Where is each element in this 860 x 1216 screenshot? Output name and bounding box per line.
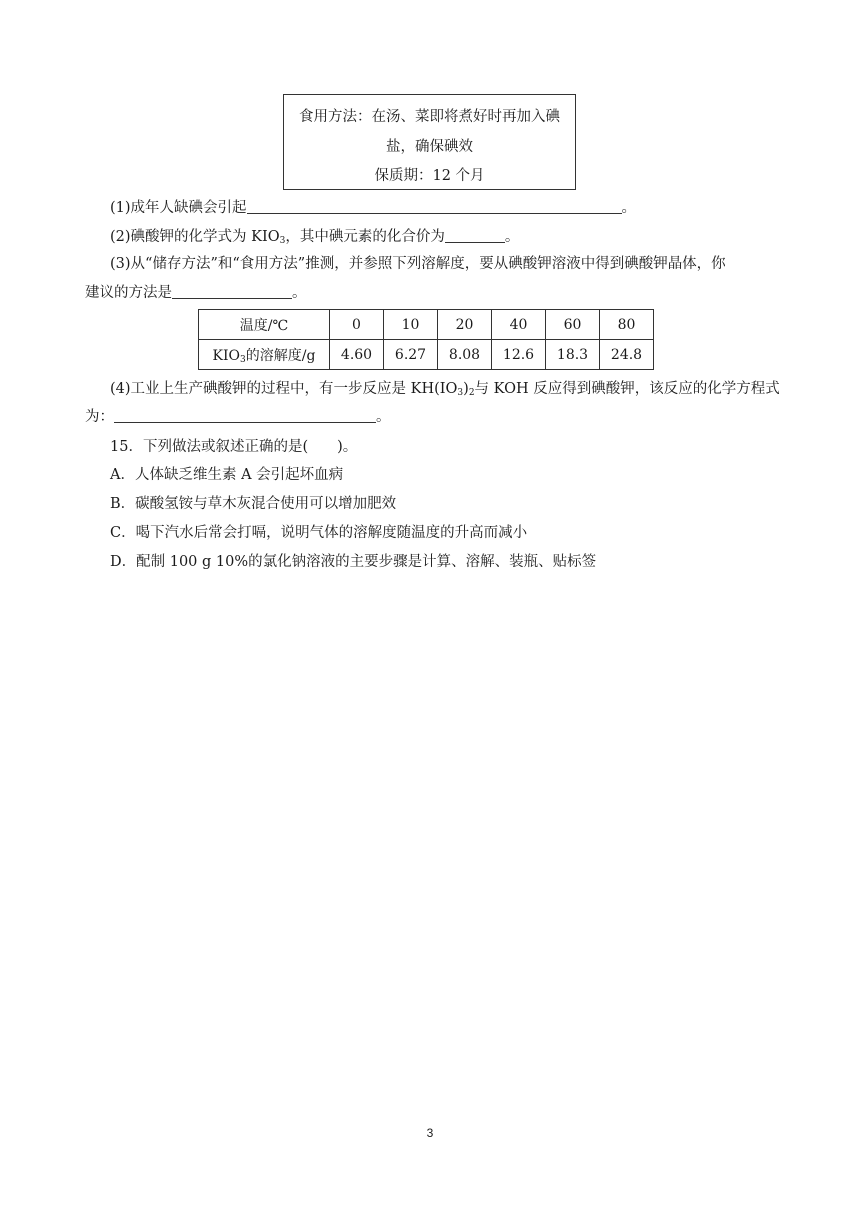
table-row-temperature bbox=[199, 310, 654, 340]
question-2-text-b: ，其中碘元素的化合价为 bbox=[285, 229, 445, 245]
table-cell: 20 bbox=[438, 310, 492, 340]
table-header-temperature: 温度/℃ bbox=[199, 310, 330, 340]
answer-blank-2 bbox=[445, 228, 505, 243]
question-1-end: 。 bbox=[621, 200, 637, 216]
question-3-line-1: (3)从“储存方法”和“食用方法”推测，并参照下列溶解度，要从碘酸钾溶液中得到碘酸钾晶体，你 bbox=[110, 256, 726, 272]
table-cell: 6.27 bbox=[384, 340, 438, 370]
table-cell: 24.8 bbox=[600, 340, 654, 370]
usage-line-2: 盐，确保碘效 bbox=[386, 139, 473, 155]
table-cell: 12.6 bbox=[492, 340, 546, 370]
question-3-line-2 bbox=[85, 281, 307, 302]
shelf-life-line: 保质期：12 个月 bbox=[374, 168, 485, 184]
question-3-end: 。 bbox=[292, 285, 307, 301]
option-a: A．人体缺乏维生素 A 会引起坏血病 bbox=[110, 467, 344, 483]
option-c: C．喝下汽水后常会打嗝，说明气体的溶解度随温度的升高而减小 bbox=[110, 525, 528, 541]
question-4-text: 为： bbox=[85, 409, 114, 425]
question-2-sub: 3 bbox=[279, 236, 286, 246]
row-label-b: 的溶解度/g bbox=[245, 347, 316, 364]
question-4-sub-2: 2 bbox=[468, 388, 475, 398]
label-info-box bbox=[283, 94, 576, 190]
question-3-text: 建议的方法是 bbox=[85, 285, 172, 301]
question-4-line-2 bbox=[85, 405, 391, 426]
question-4-end: 。 bbox=[376, 409, 391, 425]
question-1 bbox=[110, 196, 636, 217]
question-4-text-a: (4)工业上生产碘酸钾的过程中，有一步反应是 KH(IO bbox=[110, 381, 458, 397]
option-b: B．碳酸氢铵与草木灰混合使用可以增加肥效 bbox=[110, 496, 397, 512]
answer-blank-1 bbox=[247, 199, 622, 214]
question-4-sub-1: 3 bbox=[457, 388, 464, 398]
table-cell: 10 bbox=[384, 310, 438, 340]
table-cell: 4.60 bbox=[330, 340, 384, 370]
page-number: 3 bbox=[426, 1126, 434, 1140]
table-cell: 80 bbox=[600, 310, 654, 340]
table-header-solubility bbox=[199, 340, 330, 370]
table-row-solubility bbox=[199, 340, 654, 370]
table-cell: 8.08 bbox=[438, 340, 492, 370]
answer-blank-3 bbox=[172, 284, 292, 299]
table-cell: 0 bbox=[330, 310, 384, 340]
usage-line-1: 食用方法：在汤、菜即将煮好时再加入碘 bbox=[299, 109, 560, 125]
question-4-line-1 bbox=[110, 377, 780, 398]
question-4-text-b: ) bbox=[463, 381, 469, 397]
solubility-table bbox=[198, 309, 654, 370]
question-2-text-a: (2)碘酸钾的化学式为 KIO bbox=[110, 229, 280, 245]
question-2 bbox=[110, 225, 519, 246]
row-label-sub: 3 bbox=[240, 354, 246, 365]
question-2-end: 。 bbox=[504, 229, 520, 245]
question-15-stem: 15．下列做法或叙述正确的是( )。 bbox=[110, 439, 358, 455]
question-4-text-c: 与 KOH 反应得到碘酸钾，该反应的化学方程式 bbox=[474, 381, 780, 397]
table-cell: 18.3 bbox=[546, 340, 600, 370]
table-cell: 60 bbox=[546, 310, 600, 340]
option-d: D．配制 100 g 10%的氯化钠溶液的主要步骤是计算、溶解、装瓶、贴标签 bbox=[110, 554, 597, 570]
question-1-text: (1)成年人缺碘会引起 bbox=[110, 200, 247, 216]
row-label-a: KIO bbox=[212, 347, 241, 364]
answer-blank-4 bbox=[114, 408, 376, 423]
table-cell: 40 bbox=[492, 310, 546, 340]
